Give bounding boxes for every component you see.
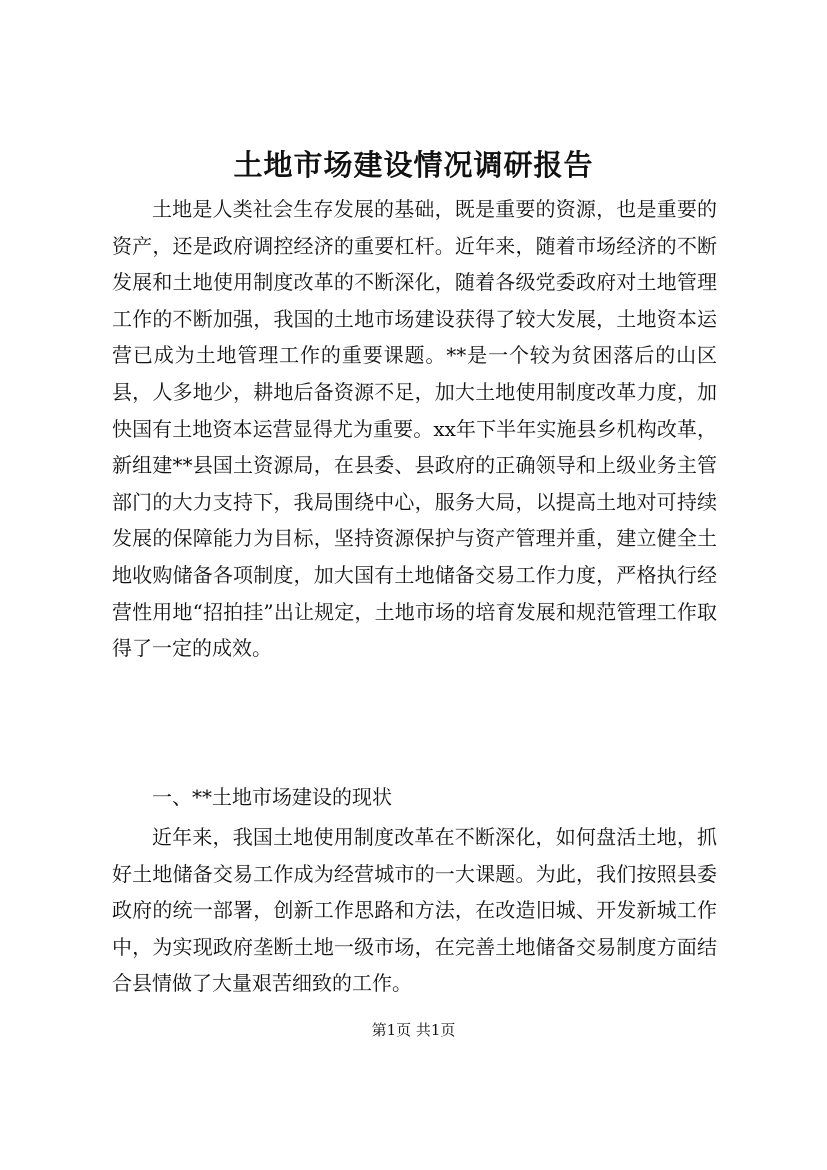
intro-paragraph: 土地是人类社会生存发展的基础，既是重要的资源，也是重要的资产，还是政府调控经济的重要杠杆。近年来，随着市场经济的不断发展和土地使用制度改革的不断深化，随着各级党委政府对土地管理工作的不断加强，我国的土地市场建设获得了较大发展，土地资本运营已成为土地管理工作的重要课题。**是一个较为贫困落后的山区县，人多地少，耕地后备资源不足，加大土地使用制度改革力度，加快国有土地资本运营显得尤为重要。xx年下半年实施县乡机构改革，新组建**县国土资源局，在县委、县政府的正确领导和上级业务主管部门的大力支持下，我局围绕中心，服务大局，以提高土地对可持续发展的保障能力为目标，坚持资源保护与资产管理并重，建立健全土地收购储备各项制度，加大国有土地储备交易工作力度，严格执行经营性用地“招拍挂”出让规定，土地市场的培育发展和规范管理工作取得了一定的成效。 (112, 197, 717, 661)
section-heading: 一、**土地市场建设的现状 (152, 785, 392, 809)
document-title: 土地市场建设情况调研报告 (233, 148, 594, 182)
section-paragraph: 近年来，我国土地使用制度改革在不断深化，如何盘活土地，抓好土地储备交易工作成为经营城市的一大课题。为此，我们按照县委政府的统一部署，创新工作思路和方法，在改造旧城、开发新城工作中，为实现政府垄断土地一级市场，在完善土地储备交易制度方面结合县情做了大量艰苦细致的工作。 (112, 825, 717, 996)
page-footer: 第1页 共1页 (371, 1021, 456, 1039)
